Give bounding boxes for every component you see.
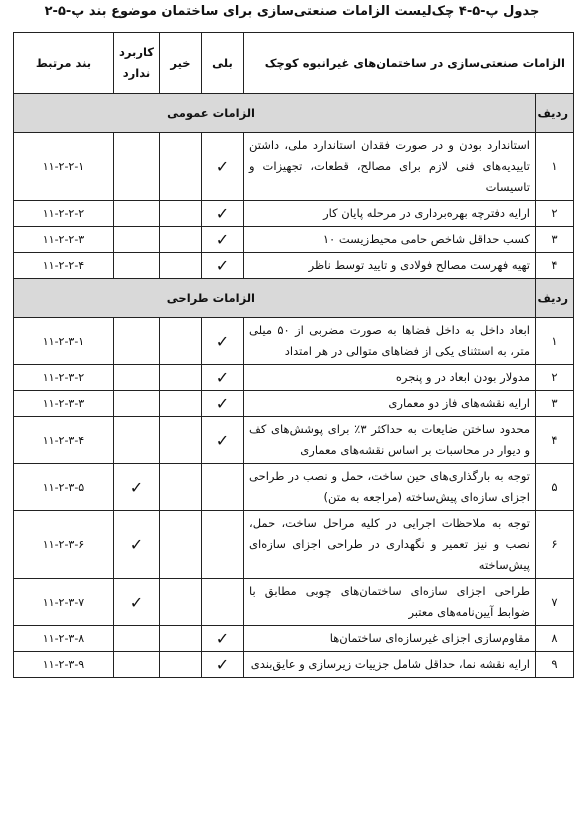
yes-cell [202,579,244,626]
table-row [14,133,574,201]
table-row [14,227,574,253]
no-cell [160,391,202,417]
header-yes: بلی [202,33,244,94]
table-row [14,417,574,464]
requirement-text: استاندارد بودن و در صورت فقدان استاندارد ملی، داشتن تاییدیه‌های فنی لازم برای مصالح، قطعات، تجهیزات و تاسیسات [244,133,536,201]
table-row [14,652,574,678]
table-row [14,253,574,279]
related-clause: ۱۱-۲-۳-۸ [14,626,114,652]
yes-cell: ✓ [202,318,244,365]
related-clause: ۱۱-۲-۲-۳ [14,227,114,253]
section-header-row [14,94,574,133]
not-applicable-cell: ✓ [114,511,160,579]
header-row [14,33,574,94]
not-applicable-cell [114,626,160,652]
not-applicable-cell [114,365,160,391]
not-applicable-cell [114,201,160,227]
yes-cell: ✓ [202,133,244,201]
requirement-text: کسب حداقل شاخص حامی محیط‌زیست ۱۰ [244,227,536,253]
table-row [14,318,574,365]
row-number: ۳ [536,227,574,253]
yes-cell: ✓ [202,365,244,391]
requirement-text: توجه به بارگذاری‌های حین ساخت، حمل و نصب در طراحی اجزای سازه‌ای پیش‌ساخته (مراجعه به متن) [244,464,536,511]
related-clause: ۱۱-۲-۳-۵ [14,464,114,511]
related-clause: ۱۱-۲-۳-۲ [14,365,114,391]
related-clause: ۱۱-۲-۲-۱ [14,133,114,201]
table-row [14,391,574,417]
no-cell [160,511,202,579]
row-number: ۲ [536,365,574,391]
not-applicable-cell [114,417,160,464]
not-applicable-cell [114,253,160,279]
section-title: الزامات طراحی [14,279,536,318]
row-number: ۴ [536,253,574,279]
row-number: ۱ [536,318,574,365]
table-row [14,201,574,227]
requirement-text: توجه به ملاحظات اجرایی در کلیه مراحل ساخت، حمل، نصب و نیز تعمیر و نگهداری در طراحی اجزای سازه‌ای پیش‌ساخته [244,511,536,579]
not-applicable-cell: ✓ [114,579,160,626]
row-number: ۵ [536,464,574,511]
header-na: کاربرد ندارد [114,33,160,94]
table-caption: جدول پ-۵-۴ چک‌لیست الزامات صنعتی‌سازی برای ساختمان موضوع بند پ-۵-۲ [44,4,540,19]
row-number: ۶ [536,511,574,579]
no-cell [160,652,202,678]
yes-cell: ✓ [202,253,244,279]
no-cell [160,253,202,279]
no-cell [160,579,202,626]
header-no: خیر [160,33,202,94]
section-header-row [14,279,574,318]
table-row [14,464,574,511]
related-clause: ۱۱-۲-۳-۹ [14,652,114,678]
related-clause: ۱۱-۲-۲-۲ [14,201,114,227]
not-applicable-cell: ✓ [114,464,160,511]
not-applicable-cell [114,391,160,417]
requirement-text: مدولار بودن ابعاد در و پنجره [244,365,536,391]
row-number: ۲ [536,201,574,227]
yes-cell: ✓ [202,391,244,417]
no-cell [160,201,202,227]
row-number: ۷ [536,579,574,626]
section-title: الزامات عمومی [14,94,536,133]
section-row-label: ردیف [536,279,574,318]
yes-cell [202,464,244,511]
yes-cell [202,511,244,579]
no-cell [160,365,202,391]
requirement-text: مقاوم‌سازی اجزای غیرسازه‌ای ساختمان‌ها [244,626,536,652]
table-row [14,365,574,391]
not-applicable-cell [114,652,160,678]
header-requirement: الزامات صنعتی‌سازی در ساختمان‌های غیرانبوه کوچک [244,33,574,94]
section-row-label: ردیف [536,94,574,133]
row-number: ۴ [536,417,574,464]
no-cell [160,417,202,464]
table-row [14,511,574,579]
yes-cell: ✓ [202,417,244,464]
requirement-text: تهیه فهرست مصالح فولادی و تایید توسط ناظر [244,253,536,279]
related-clause: ۱۱-۲-۳-۷ [14,579,114,626]
row-number: ۸ [536,626,574,652]
yes-cell: ✓ [202,201,244,227]
requirement-text: ارایه نقشه‌های فاز دو معماری [244,391,536,417]
no-cell [160,626,202,652]
yes-cell: ✓ [202,227,244,253]
row-number: ۱ [536,133,574,201]
no-cell [160,227,202,253]
row-number: ۹ [536,652,574,678]
table-row [14,579,574,626]
table-body [14,94,574,678]
requirement-text: ارایه نقشه نما، حداقل شامل جزییات زیرسازی و عایق‌بندی [244,652,536,678]
no-cell [160,133,202,201]
related-clause: ۱۱-۲-۳-۶ [14,511,114,579]
related-clause: ۱۱-۲-۳-۳ [14,391,114,417]
requirement-text: طراحی اجزای سازه‌ای ساختمان‌های چوبی مطابق با ضوابط آیین‌نامه‌های معتبر [244,579,536,626]
related-clause: ۱۱-۲-۳-۴ [14,417,114,464]
no-cell [160,318,202,365]
yes-cell: ✓ [202,626,244,652]
not-applicable-cell [114,318,160,365]
not-applicable-cell [114,133,160,201]
table-row [14,626,574,652]
row-number: ۳ [536,391,574,417]
requirement-text: محدود ساختن ضایعات به حداکثر ۳٪ برای پوشش‌های کف و دیوار در محاسبات بر اساس نقشه‌های معماری [244,417,536,464]
checklist-table [13,32,574,678]
not-applicable-cell [114,227,160,253]
related-clause: ۱۱-۲-۲-۴ [14,253,114,279]
requirement-text: ابعاد داخل به داخل فضاها به صورت مضربی از ۵۰ میلی متر، به استثنای یکی از فضاهای متوالی در هر امتداد [244,318,536,365]
requirement-text: ارایه دفترچه بهره‌برداری در مرحله پایان کار [244,201,536,227]
no-cell [160,464,202,511]
header-clause: بند مرتبط [14,33,114,94]
yes-cell: ✓ [202,652,244,678]
related-clause: ۱۱-۲-۳-۱ [14,318,114,365]
